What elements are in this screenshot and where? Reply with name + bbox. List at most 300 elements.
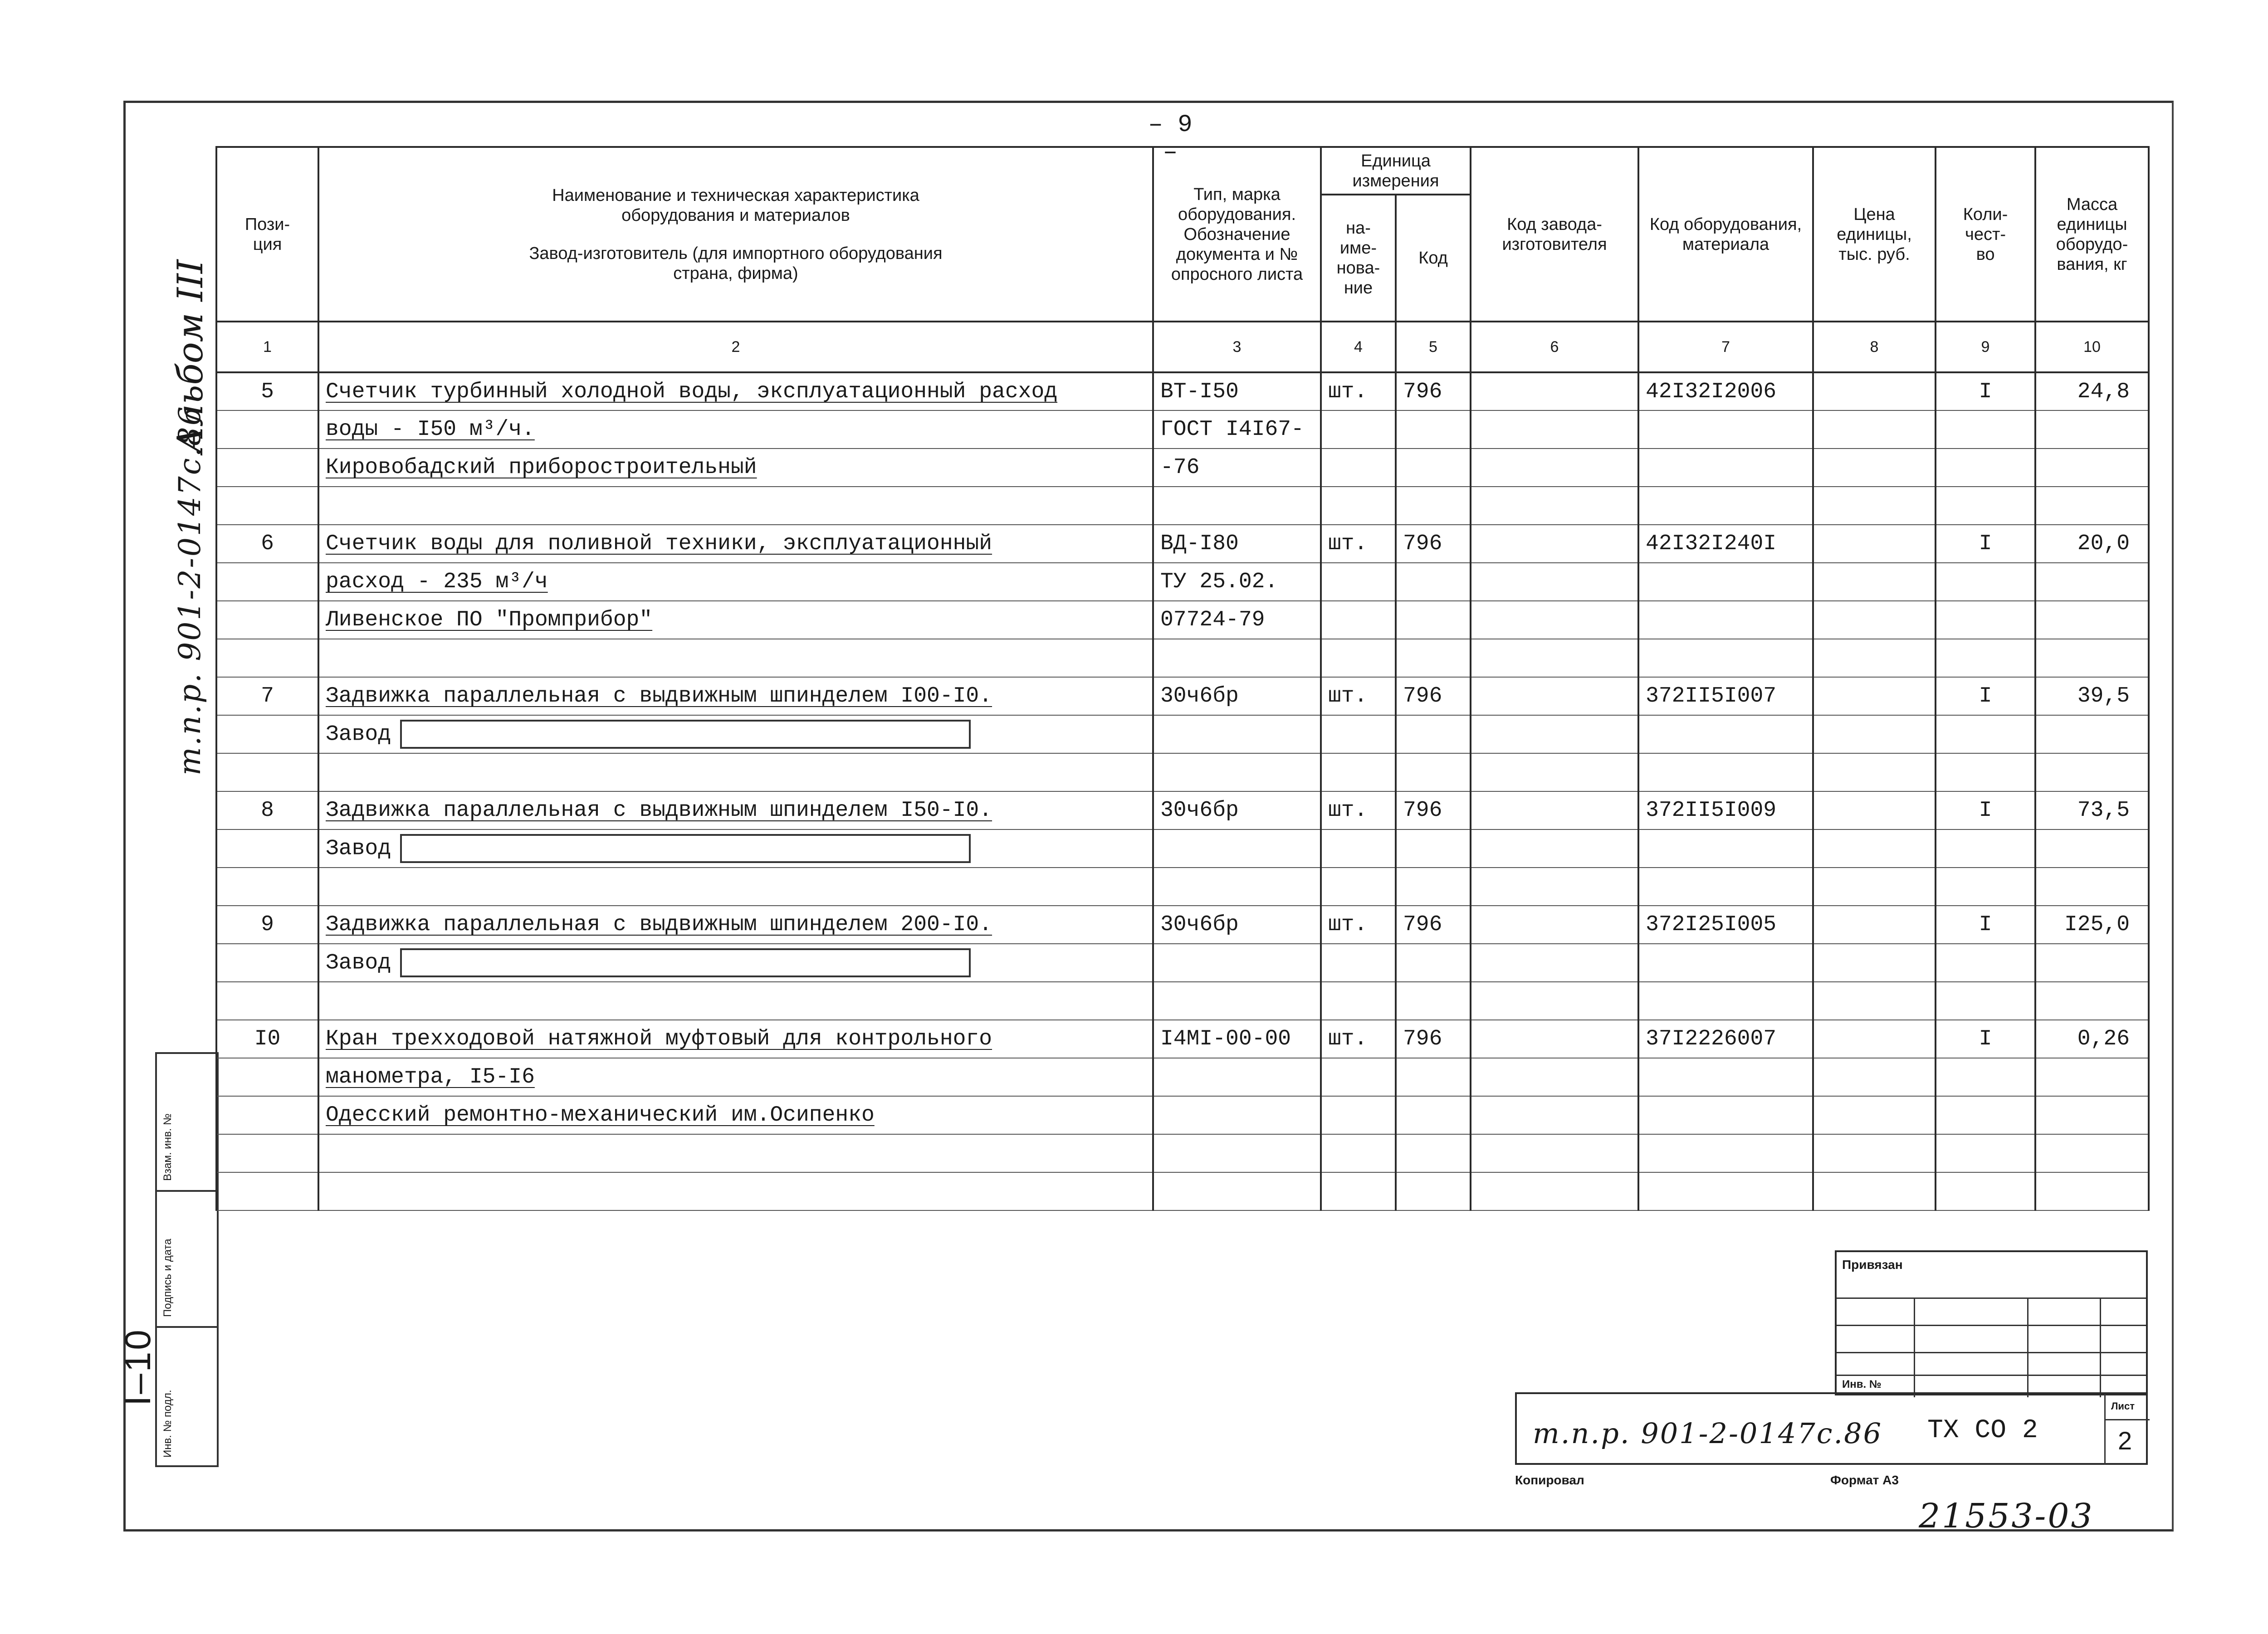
cell-fcode xyxy=(1471,677,1638,715)
copied-label: Копировал xyxy=(1515,1473,1584,1487)
cell-pos xyxy=(216,601,318,639)
cell-pos xyxy=(216,1134,318,1172)
cell-fcode xyxy=(1471,639,1638,677)
cell-equip xyxy=(1638,715,1813,753)
cell-equip xyxy=(1638,829,1813,868)
cell-price xyxy=(1813,944,1936,982)
cell-fcode xyxy=(1471,601,1638,639)
cell-name-text: Завод xyxy=(326,951,391,976)
cell-name-text: Кран трехходовой натяжной муфтовый для контрольного xyxy=(326,1027,992,1051)
cell-type-text: 30ч6бр xyxy=(1160,684,1239,708)
cell-unit-text: шт. xyxy=(1328,379,1368,404)
cell-code xyxy=(1396,563,1471,601)
cell-qty xyxy=(1936,677,2035,715)
page-number: – 9 – xyxy=(1148,111,1193,166)
cell-equip xyxy=(1638,563,1813,601)
cell-name-text: расход - 235 м³/ч xyxy=(326,570,548,594)
cell-fcode xyxy=(1471,982,1638,1020)
cell-fcode xyxy=(1471,1096,1638,1134)
cell-unit xyxy=(1321,715,1396,753)
cell-mass xyxy=(2035,829,2149,868)
cell-code xyxy=(1396,1058,1471,1096)
cell-pos xyxy=(216,449,318,487)
cell-type xyxy=(1153,449,1321,487)
header-unit-code: Код xyxy=(1396,195,1471,322)
cell-mass xyxy=(2035,982,2149,1020)
cell-name xyxy=(318,563,1153,601)
cell-mass-text: I25,0 xyxy=(2064,912,2130,937)
cell-pos xyxy=(216,1058,318,1096)
cell-mass xyxy=(2035,868,2149,906)
format-label: Формат А3 xyxy=(1830,1473,1899,1487)
cell-type xyxy=(1153,601,1321,639)
table-row xyxy=(216,982,2149,1020)
stamp-label-replace-inv: Взам. инв. № xyxy=(161,1113,174,1181)
cell-unit xyxy=(1321,410,1396,449)
cell-code-text: 796 xyxy=(1403,798,1442,823)
cell-price xyxy=(1813,791,1936,829)
cell-mass xyxy=(2035,1020,2149,1058)
cell-mass xyxy=(2035,601,2149,639)
cell-type xyxy=(1153,1134,1321,1172)
cell-code-text: 796 xyxy=(1403,532,1442,556)
header-factory-code: Код завода- изготовителя xyxy=(1471,147,1638,322)
table-row xyxy=(216,1058,2149,1096)
cell-type xyxy=(1153,410,1321,449)
col-number: 9 xyxy=(1936,322,2035,372)
cell-pos xyxy=(216,639,318,677)
cell-qty xyxy=(1936,1020,2035,1058)
title-doc-code: ТХ СО 2 xyxy=(1927,1416,2038,1445)
table-row xyxy=(216,715,2149,753)
cell-name xyxy=(318,982,1153,1020)
cell-type xyxy=(1153,944,1321,982)
header-price: Цена единицы, тыс. руб. xyxy=(1813,147,1936,322)
cell-equip xyxy=(1638,677,1813,715)
cell-equip xyxy=(1638,525,1813,563)
cell-qty xyxy=(1936,1172,2035,1210)
header-name: Наименование и техническая характеристика оборудования и материалов Завод-изготовитель (для импортного оборудования страна, фирма) xyxy=(318,147,1153,322)
cell-qty xyxy=(1936,563,2035,601)
cell-equip xyxy=(1638,906,1813,944)
archive-number: 21553-03 xyxy=(1919,1497,2094,1536)
table-row xyxy=(216,1096,2149,1134)
cell-type xyxy=(1153,906,1321,944)
col-number: 2 xyxy=(318,322,1153,372)
cell-mass-text: 20,0 xyxy=(2077,532,2130,556)
cell-mass xyxy=(2035,753,2149,791)
cell-name xyxy=(318,410,1153,449)
specification-body xyxy=(216,372,2149,1210)
cell-mass-text: 39,5 xyxy=(2077,684,2130,708)
cell-mass xyxy=(2035,715,2149,753)
cell-type xyxy=(1153,677,1321,715)
cell-qty xyxy=(1936,829,2035,868)
cell-equip xyxy=(1638,1020,1813,1058)
cell-code-text: 796 xyxy=(1403,912,1442,937)
col-number: 1 xyxy=(216,322,318,372)
cell-unit xyxy=(1321,944,1396,982)
table-row xyxy=(216,487,2149,525)
cell-name xyxy=(318,753,1153,791)
cell-fcode xyxy=(1471,525,1638,563)
cell-code xyxy=(1396,906,1471,944)
cell-type-text: ВТ-I50 xyxy=(1160,379,1239,404)
cell-pos xyxy=(216,1172,318,1210)
cell-code xyxy=(1396,944,1471,982)
table-row xyxy=(216,944,2149,982)
cell-mass xyxy=(2035,1058,2149,1096)
cell-unit xyxy=(1321,1172,1396,1210)
table-row xyxy=(216,1134,2149,1172)
cell-name xyxy=(318,601,1153,639)
cell-equip-text: 372II5I007 xyxy=(1646,684,1777,708)
cell-name xyxy=(318,372,1153,410)
col-number: 8 xyxy=(1813,322,1936,372)
cell-type-text: 07724-79 xyxy=(1160,608,1265,632)
cell-qty xyxy=(1936,944,2035,982)
table-row xyxy=(216,829,2149,868)
cell-pos xyxy=(216,677,318,715)
cell-name xyxy=(318,487,1153,525)
header-quantity: Коли- чест- во xyxy=(1936,147,2035,322)
cell-fcode xyxy=(1471,868,1638,906)
cell-equip xyxy=(1638,753,1813,791)
cell-unit-text: шт. xyxy=(1328,1027,1368,1051)
cell-name-text: Ливенское ПО "Промприбор" xyxy=(326,608,653,632)
col-number: 3 xyxy=(1153,322,1321,372)
cell-code xyxy=(1396,1096,1471,1134)
factory-name-input[interactable] xyxy=(400,720,971,749)
cell-pos xyxy=(216,829,318,868)
cell-name-text: воды - I50 м³/ч. xyxy=(326,417,535,442)
cell-price xyxy=(1813,563,1936,601)
cell-qty xyxy=(1936,487,2035,525)
cell-price xyxy=(1813,1096,1936,1134)
factory-name-input[interactable] xyxy=(400,948,971,977)
cell-equip-text: 42I32I240I xyxy=(1646,532,1777,556)
cell-type xyxy=(1153,1096,1321,1134)
col-number: 7 xyxy=(1638,322,1813,372)
cell-qty xyxy=(1936,1058,2035,1096)
cell-price xyxy=(1813,1134,1936,1172)
cell-name-text: манометра, I5-I6 xyxy=(326,1065,535,1089)
cell-qty xyxy=(1936,791,2035,829)
cell-code xyxy=(1396,982,1471,1020)
cell-equip xyxy=(1638,944,1813,982)
cell-mass xyxy=(2035,677,2149,715)
cell-pos-text: 9 xyxy=(261,912,274,937)
cell-pos xyxy=(216,906,318,944)
cell-name xyxy=(318,868,1153,906)
cell-mass xyxy=(2035,449,2149,487)
cell-name xyxy=(318,715,1153,753)
cell-type xyxy=(1153,1172,1321,1210)
cell-code-text: 796 xyxy=(1403,684,1442,708)
table-row xyxy=(216,1020,2149,1058)
cell-fcode xyxy=(1471,1172,1638,1210)
cell-qty-text: I xyxy=(1979,912,1992,937)
cell-qty xyxy=(1936,1134,2035,1172)
cell-unit xyxy=(1321,868,1396,906)
cell-fcode xyxy=(1471,372,1638,410)
linked-label: Привязан xyxy=(1842,1258,1903,1272)
cell-pos xyxy=(216,487,318,525)
cell-price xyxy=(1813,677,1936,715)
cell-price xyxy=(1813,982,1936,1020)
side-album-label: Альбом III xyxy=(170,259,211,454)
cell-mass-text: 73,5 xyxy=(2077,798,2130,823)
table-row xyxy=(216,906,2149,944)
sheet-label: Лист xyxy=(2111,1400,2135,1412)
cell-pos xyxy=(216,791,318,829)
cell-qty xyxy=(1936,372,2035,410)
cell-type xyxy=(1153,829,1321,868)
cell-mass-text: 0,26 xyxy=(2077,1027,2130,1051)
cell-code xyxy=(1396,753,1471,791)
cell-pos-text: 8 xyxy=(261,798,274,823)
cell-qty xyxy=(1936,639,2035,677)
cell-unit xyxy=(1321,601,1396,639)
cell-price xyxy=(1813,410,1936,449)
cell-unit xyxy=(1321,982,1396,1020)
cell-equip xyxy=(1638,487,1813,525)
cell-type-text: -76 xyxy=(1160,455,1200,480)
cell-qty-text: I xyxy=(1979,798,1992,823)
left-stamp-strip xyxy=(155,1052,219,1467)
cell-qty xyxy=(1936,715,2035,753)
cell-fcode xyxy=(1471,753,1638,791)
cell-price xyxy=(1813,753,1936,791)
table-row xyxy=(216,601,2149,639)
cell-name xyxy=(318,639,1153,677)
cell-unit xyxy=(1321,487,1396,525)
cell-name-text: Счетчик турбинный холодной воды, эксплуатационный расход xyxy=(326,379,1058,404)
cell-fcode xyxy=(1471,906,1638,944)
table-row xyxy=(216,410,2149,449)
cell-unit xyxy=(1321,372,1396,410)
cell-fcode xyxy=(1471,410,1638,449)
cell-pos-text: 6 xyxy=(261,532,274,556)
cell-unit-text: шт. xyxy=(1328,684,1368,708)
cell-name xyxy=(318,791,1153,829)
cell-type-text: ВД-I80 xyxy=(1160,532,1239,556)
cell-price xyxy=(1813,715,1936,753)
side-project-code: т.п.р. 901-2-0147с.86 xyxy=(172,405,207,776)
col-number: 10 xyxy=(2035,322,2149,372)
cell-equip xyxy=(1638,1172,1813,1210)
cell-code xyxy=(1396,639,1471,677)
cell-unit xyxy=(1321,829,1396,868)
cell-unit xyxy=(1321,449,1396,487)
cell-price xyxy=(1813,449,1936,487)
col-number: 4 xyxy=(1321,322,1396,372)
cell-fcode xyxy=(1471,791,1638,829)
table-row xyxy=(216,449,2149,487)
cell-equip xyxy=(1638,1058,1813,1096)
stamp-label-inv-orig: Инв. № подл. xyxy=(161,1390,174,1458)
title-project-code: т.п.р. 901-2-0147с.86 xyxy=(1533,1417,1883,1450)
cell-name xyxy=(318,677,1153,715)
col-number: 6 xyxy=(1471,322,1638,372)
cell-unit xyxy=(1321,791,1396,829)
cell-pos xyxy=(216,563,318,601)
table-row xyxy=(216,525,2149,563)
cell-unit xyxy=(1321,1058,1396,1096)
cell-type xyxy=(1153,563,1321,601)
cell-price xyxy=(1813,601,1936,639)
header-equipment-code: Код оборудования, материала xyxy=(1638,147,1813,322)
cell-fcode xyxy=(1471,715,1638,753)
table-row xyxy=(216,868,2149,906)
cell-fcode xyxy=(1471,1058,1638,1096)
cell-mass xyxy=(2035,1096,2149,1134)
cell-pos xyxy=(216,1020,318,1058)
stamp-label-sign-date: Подпись и дата xyxy=(161,1239,174,1317)
cell-qty xyxy=(1936,906,2035,944)
cell-price xyxy=(1813,1058,1936,1096)
cell-price xyxy=(1813,1020,1936,1058)
cell-name-text: Завод xyxy=(326,722,391,747)
cell-code-text: 796 xyxy=(1403,379,1442,404)
cell-type xyxy=(1153,715,1321,753)
cell-name-text: Завод xyxy=(326,836,391,861)
cell-code xyxy=(1396,829,1471,868)
cell-qty xyxy=(1936,982,2035,1020)
cell-name xyxy=(318,1096,1153,1134)
cell-equip xyxy=(1638,791,1813,829)
cell-pos-text: I0 xyxy=(254,1027,281,1051)
cell-unit xyxy=(1321,677,1396,715)
cell-code xyxy=(1396,372,1471,410)
cell-equip-text: 372I25I005 xyxy=(1646,912,1777,937)
cell-equip xyxy=(1638,868,1813,906)
cell-code xyxy=(1396,1020,1471,1058)
cell-unit xyxy=(1321,753,1396,791)
cell-code xyxy=(1396,601,1471,639)
cell-fcode xyxy=(1471,449,1638,487)
cell-unit xyxy=(1321,906,1396,944)
table-row xyxy=(216,1172,2149,1210)
cell-equip xyxy=(1638,1096,1813,1134)
cell-price xyxy=(1813,639,1936,677)
cell-price xyxy=(1813,1172,1936,1210)
cell-name xyxy=(318,829,1153,868)
cell-name-text: Задвижка параллельная с выдвижным шпинделем 200-I0. xyxy=(326,912,992,937)
cell-qty xyxy=(1936,525,2035,563)
cell-type xyxy=(1153,753,1321,791)
cell-mass xyxy=(2035,372,2149,410)
cell-code xyxy=(1396,677,1471,715)
cell-price xyxy=(1813,829,1936,868)
cell-name-text: Задвижка параллельная с выдвижным шпинделем I00-I0. xyxy=(326,684,992,708)
header-mass: Масса единицы оборудо-вания, кг xyxy=(2035,147,2149,322)
cell-code xyxy=(1396,868,1471,906)
sheet-reference: I–10 xyxy=(117,1328,158,1406)
cell-qty xyxy=(1936,449,2035,487)
cell-type xyxy=(1153,1020,1321,1058)
cell-type-text: 30ч6бр xyxy=(1160,912,1239,937)
cell-mass xyxy=(2035,487,2149,525)
cell-fcode xyxy=(1471,487,1638,525)
cell-type xyxy=(1153,982,1321,1020)
cell-mass xyxy=(2035,791,2149,829)
cell-pos xyxy=(216,1096,318,1134)
cell-pos xyxy=(216,982,318,1020)
cell-unit xyxy=(1321,1096,1396,1134)
cell-qty xyxy=(1936,410,2035,449)
cell-name xyxy=(318,525,1153,563)
cell-code xyxy=(1396,1134,1471,1172)
factory-name-input[interactable] xyxy=(400,834,971,863)
cell-mass xyxy=(2035,906,2149,944)
cell-pos xyxy=(216,372,318,410)
cell-type xyxy=(1153,487,1321,525)
table-row xyxy=(216,677,2149,715)
cell-name xyxy=(318,944,1153,982)
cell-mass xyxy=(2035,944,2149,982)
cell-mass-text: 24,8 xyxy=(2077,379,2130,404)
col-number: 5 xyxy=(1396,322,1471,372)
cell-mass xyxy=(2035,410,2149,449)
cell-code xyxy=(1396,487,1471,525)
cell-equip xyxy=(1638,639,1813,677)
cell-name xyxy=(318,1134,1153,1172)
header-type: Тип, марка оборудования. Обозначение документа и № опросного листа xyxy=(1153,147,1321,322)
cell-type-text: 30ч6бр xyxy=(1160,798,1239,823)
cell-unit-text: шт. xyxy=(1328,912,1368,937)
cell-qty xyxy=(1936,601,2035,639)
cell-name-text: Кировобадский приборостроительный xyxy=(326,455,757,480)
cell-pos-text: 7 xyxy=(261,684,274,708)
cell-equip-text: 42I32I2006 xyxy=(1646,379,1777,404)
cell-mass xyxy=(2035,525,2149,563)
cell-name xyxy=(318,1020,1153,1058)
cell-name xyxy=(318,449,1153,487)
cell-name-text: Задвижка параллельная с выдвижным шпинделем I50-I0. xyxy=(326,798,992,823)
cell-equip-text: 37I2226007 xyxy=(1646,1027,1777,1051)
cell-code xyxy=(1396,449,1471,487)
cell-price xyxy=(1813,372,1936,410)
cell-equip xyxy=(1638,449,1813,487)
cell-equip xyxy=(1638,410,1813,449)
table-row xyxy=(216,639,2149,677)
cell-equip xyxy=(1638,982,1813,1020)
cell-price xyxy=(1813,487,1936,525)
cell-type-text: ТУ 25.02. xyxy=(1160,570,1278,594)
cell-pos xyxy=(216,868,318,906)
cell-pos-text: 5 xyxy=(261,379,274,404)
table-row xyxy=(216,791,2149,829)
cell-pos xyxy=(216,525,318,563)
cell-equip xyxy=(1638,372,1813,410)
cell-fcode xyxy=(1471,563,1638,601)
inv-no-label: Инв. № xyxy=(1842,1378,1882,1390)
cell-type xyxy=(1153,868,1321,906)
cell-equip xyxy=(1638,601,1813,639)
cell-type xyxy=(1153,372,1321,410)
cell-equip xyxy=(1638,1134,1813,1172)
cell-unit xyxy=(1321,639,1396,677)
cell-code xyxy=(1396,525,1471,563)
cell-mass xyxy=(2035,563,2149,601)
cell-code xyxy=(1396,715,1471,753)
cell-mass xyxy=(2035,639,2149,677)
cell-price xyxy=(1813,906,1936,944)
cell-fcode xyxy=(1471,829,1638,868)
cell-qty-text: I xyxy=(1979,532,1992,556)
cell-unit xyxy=(1321,525,1396,563)
